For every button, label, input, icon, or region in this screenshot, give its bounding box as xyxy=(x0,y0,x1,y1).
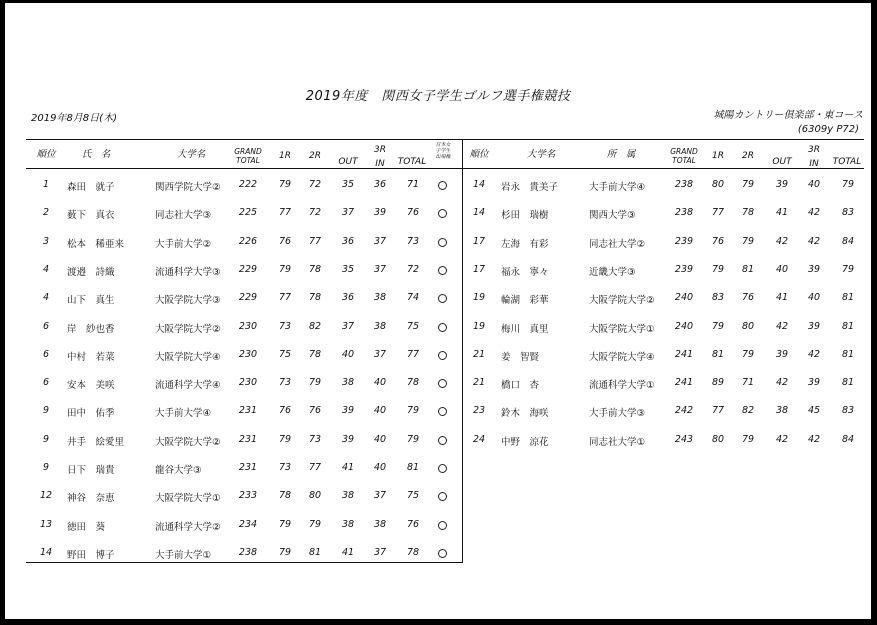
player-name: 野田 博子 xyxy=(67,550,115,561)
rank-cell: 23 xyxy=(472,405,486,416)
rank-cell: 4 xyxy=(42,292,50,303)
rank-cell: 9 xyxy=(42,462,50,473)
grand-total-cell: 240 xyxy=(674,292,694,303)
rank-cell: 21 xyxy=(472,349,486,360)
round1-cell: 76 xyxy=(278,405,292,416)
round2-cell: 77 xyxy=(308,462,322,473)
rank-cell: 6 xyxy=(42,349,50,360)
round1-cell: 89 xyxy=(711,377,725,388)
rank-cell: 4 xyxy=(42,264,50,275)
header-2r-right: 2R xyxy=(742,151,754,161)
in-cell: 42 xyxy=(807,434,821,445)
rank-cell: 17 xyxy=(472,236,486,247)
header-grand-total xyxy=(229,147,267,165)
column-divider xyxy=(462,139,463,563)
out-cell: 38 xyxy=(341,377,355,388)
out-cell: 36 xyxy=(341,292,355,303)
rank-cell: 14 xyxy=(472,207,486,218)
rank-cell: 19 xyxy=(472,321,486,332)
grand-total-cell: 241 xyxy=(674,349,694,360)
round2-cell: 79 xyxy=(741,236,755,247)
round2-cell: 76 xyxy=(308,405,322,416)
round2-cell: 72 xyxy=(308,207,322,218)
in-cell: 45 xyxy=(807,405,821,416)
round2-cell: 71 xyxy=(741,377,755,388)
out-cell: 39 xyxy=(775,349,789,360)
grand-total-cell: 229 xyxy=(238,264,258,275)
out-cell: 40 xyxy=(341,349,355,360)
rank-cell: 19 xyxy=(472,292,486,303)
out-cell: 36 xyxy=(341,236,355,247)
document-title: 2019年度 関西女子学生ゴルフ選手権競技 xyxy=(305,89,571,104)
player-name: 森田 就子 xyxy=(67,182,115,193)
total-cell: 77 xyxy=(406,349,420,360)
university-cell: 流通科学大学② xyxy=(155,522,221,533)
round1-cell: 75 xyxy=(278,349,292,360)
university-cell: 近畿大学③ xyxy=(589,267,636,278)
rank-cell: 21 xyxy=(472,377,486,388)
round2-cell: 79 xyxy=(308,377,322,388)
in-cell: 38 xyxy=(373,292,387,303)
header-bottom-rule xyxy=(26,168,864,169)
header-2r: 2R xyxy=(309,151,321,161)
header-in: IN xyxy=(375,159,385,169)
in-cell: 40 xyxy=(373,462,387,473)
header-qual-line3: 出場権 xyxy=(435,154,451,160)
university-cell: 大阪学院大学③ xyxy=(155,295,221,306)
out-cell: 41 xyxy=(775,292,789,303)
university-cell: 大阪学院大学① xyxy=(589,324,655,335)
in-cell: 42 xyxy=(807,236,821,247)
qualified-circle-icon xyxy=(438,407,447,416)
header-total: TOTAL xyxy=(397,157,427,167)
out-cell: 40 xyxy=(775,264,789,275)
out-cell: 41 xyxy=(341,547,355,558)
player-name: 左海 有彩 xyxy=(501,239,549,250)
table-bottom-rule xyxy=(26,562,463,563)
header-qualification xyxy=(430,142,456,160)
qualified-circle-icon xyxy=(438,181,447,190)
header-univ-right: 大学名 xyxy=(526,149,556,160)
player-name: 山下 真生 xyxy=(67,295,115,306)
course-info: (6309y P72) xyxy=(797,124,859,135)
header-grand-right-line1: GRAND xyxy=(670,147,698,156)
round2-cell: 76 xyxy=(741,292,755,303)
round2-cell: 79 xyxy=(308,519,322,530)
round1-cell: 80 xyxy=(711,179,725,190)
total-cell: 78 xyxy=(406,547,420,558)
round1-cell: 79 xyxy=(278,434,292,445)
round2-cell: 73 xyxy=(308,434,322,445)
venue-info xyxy=(714,109,864,137)
total-cell: 81 xyxy=(841,321,855,332)
round2-cell: 79 xyxy=(741,349,755,360)
header-out: OUT xyxy=(338,157,358,167)
out-cell: 39 xyxy=(775,179,789,190)
grand-total-cell: 240 xyxy=(674,321,694,332)
in-cell: 37 xyxy=(373,490,387,501)
rank-cell: 1 xyxy=(42,179,50,190)
header-1r: 1R xyxy=(279,151,291,161)
player-name: 福永 寧々 xyxy=(501,267,549,278)
out-cell: 37 xyxy=(341,207,355,218)
round1-cell: 77 xyxy=(711,405,725,416)
grand-total-cell: 230 xyxy=(238,349,258,360)
out-cell: 41 xyxy=(341,462,355,473)
in-cell: 37 xyxy=(373,236,387,247)
round1-cell: 79 xyxy=(711,321,725,332)
round1-cell: 79 xyxy=(711,264,725,275)
out-cell: 39 xyxy=(341,434,355,445)
qualified-circle-icon xyxy=(438,209,447,218)
in-cell: 39 xyxy=(807,264,821,275)
round2-cell: 78 xyxy=(308,349,322,360)
university-cell: 大阪学院大学① xyxy=(155,493,221,504)
in-cell: 38 xyxy=(373,321,387,332)
grand-total-cell: 225 xyxy=(238,207,258,218)
qualified-circle-icon xyxy=(438,351,447,360)
round1-cell: 77 xyxy=(711,207,725,218)
university-cell: 関西学院大学② xyxy=(155,182,221,193)
venue-name: 城陽カントリー倶楽部・東コース xyxy=(713,110,863,121)
total-cell: 74 xyxy=(406,292,420,303)
university-cell: 大手前大学③ xyxy=(589,408,646,419)
in-cell: 40 xyxy=(807,292,821,303)
table-top-rule xyxy=(26,139,864,140)
in-cell: 37 xyxy=(373,349,387,360)
player-name: 井手 絵愛里 xyxy=(67,437,125,448)
total-cell: 81 xyxy=(841,377,855,388)
total-cell: 79 xyxy=(406,434,420,445)
round2-cell: 78 xyxy=(308,292,322,303)
total-cell: 84 xyxy=(841,236,855,247)
out-cell: 42 xyxy=(775,377,789,388)
event-date: 2019年8月8日(木) xyxy=(31,113,117,124)
university-cell: 龍谷大学③ xyxy=(155,465,202,476)
grand-total-cell: 238 xyxy=(238,547,258,558)
out-cell: 42 xyxy=(775,236,789,247)
university-cell: 関西大学③ xyxy=(589,210,636,221)
player-name: 中野 涼花 xyxy=(501,437,549,448)
player-name: 杉田 瑞樹 xyxy=(501,210,549,221)
out-cell: 35 xyxy=(341,179,355,190)
header-3r-in-right xyxy=(802,143,826,171)
total-cell: 83 xyxy=(841,207,855,218)
round2-cell: 82 xyxy=(308,321,322,332)
university-cell: 大阪学院大学② xyxy=(589,295,655,306)
header-name: 氏 名 xyxy=(81,149,111,160)
player-name: 橋口 杏 xyxy=(501,380,540,391)
qualified-circle-icon xyxy=(438,294,447,303)
university-cell: 同志社大学③ xyxy=(155,210,212,221)
qualified-circle-icon xyxy=(438,323,447,332)
qualified-circle-icon xyxy=(438,549,447,558)
university-cell: 大手前大学② xyxy=(155,239,212,250)
grand-total-cell: 229 xyxy=(238,292,258,303)
round1-cell: 79 xyxy=(278,179,292,190)
grand-total-cell: 230 xyxy=(238,377,258,388)
round2-cell: 80 xyxy=(741,321,755,332)
header-grand-line1: GRAND xyxy=(234,147,262,156)
header-affil: 所 属 xyxy=(606,149,636,160)
in-cell: 39 xyxy=(807,321,821,332)
header-grand-line2: TOTAL xyxy=(236,156,260,165)
total-cell: 78 xyxy=(406,377,420,388)
header-grand-right-line2: TOTAL xyxy=(672,156,696,165)
in-cell: 40 xyxy=(807,179,821,190)
round1-cell: 77 xyxy=(278,292,292,303)
in-cell: 40 xyxy=(373,405,387,416)
rank-cell: 12 xyxy=(39,490,53,501)
total-cell: 81 xyxy=(406,462,420,473)
player-name: 日下 瑞貴 xyxy=(67,465,115,476)
out-cell: 39 xyxy=(341,405,355,416)
player-name: 姜 智賢 xyxy=(501,352,540,363)
round2-cell: 77 xyxy=(308,236,322,247)
in-cell: 39 xyxy=(373,207,387,218)
university-cell: 大阪学院大学④ xyxy=(589,352,655,363)
round1-cell: 80 xyxy=(711,434,725,445)
round1-cell: 79 xyxy=(278,547,292,558)
out-cell: 38 xyxy=(341,490,355,501)
rank-cell: 17 xyxy=(472,264,486,275)
player-name: 神谷 奈恵 xyxy=(67,493,115,504)
qualified-circle-icon xyxy=(438,492,447,501)
round2-cell: 78 xyxy=(308,264,322,275)
in-cell: 42 xyxy=(807,207,821,218)
grand-total-cell: 231 xyxy=(238,434,258,445)
header-rank: 順位 xyxy=(36,149,56,160)
header-3r: 3R xyxy=(374,145,386,155)
out-cell: 35 xyxy=(341,264,355,275)
player-name: 鈴木 海咲 xyxy=(501,408,549,419)
round2-cell: 78 xyxy=(741,207,755,218)
university-cell: 流通科学大学④ xyxy=(155,380,221,391)
grand-total-cell: 230 xyxy=(238,321,258,332)
grand-total-cell: 231 xyxy=(238,462,258,473)
university-cell: 大手前大学④ xyxy=(155,408,212,419)
grand-total-cell: 239 xyxy=(674,264,694,275)
round2-cell: 82 xyxy=(741,405,755,416)
grand-total-cell: 239 xyxy=(674,236,694,247)
grand-total-cell: 238 xyxy=(674,207,694,218)
round2-cell: 72 xyxy=(308,179,322,190)
round1-cell: 78 xyxy=(278,490,292,501)
rank-cell: 24 xyxy=(472,434,486,445)
header-in-right: IN xyxy=(809,159,819,169)
header-grand-total-right xyxy=(665,147,703,165)
total-cell: 79 xyxy=(406,405,420,416)
grand-total-cell: 238 xyxy=(674,179,694,190)
total-cell: 73 xyxy=(406,236,420,247)
university-cell: 流通科学大学① xyxy=(589,380,655,391)
in-cell: 37 xyxy=(373,547,387,558)
in-cell: 40 xyxy=(373,434,387,445)
grand-total-cell: 233 xyxy=(238,490,258,501)
header-univ: 大学名 xyxy=(176,149,206,160)
grand-total-cell: 242 xyxy=(674,405,694,416)
rank-cell: 9 xyxy=(42,405,50,416)
total-cell: 76 xyxy=(406,207,420,218)
out-cell: 42 xyxy=(775,321,789,332)
in-cell: 38 xyxy=(373,519,387,530)
total-cell: 83 xyxy=(841,405,855,416)
round1-cell: 79 xyxy=(278,519,292,530)
total-cell: 79 xyxy=(841,264,855,275)
university-cell: 大手前大学① xyxy=(155,550,212,561)
total-cell: 71 xyxy=(406,179,420,190)
round2-cell: 79 xyxy=(741,434,755,445)
round2-cell: 81 xyxy=(741,264,755,275)
rank-cell: 9 xyxy=(42,434,50,445)
round1-cell: 73 xyxy=(278,321,292,332)
round2-cell: 80 xyxy=(308,490,322,501)
player-name: 薮下 真衣 xyxy=(67,210,115,221)
university-cell: 大阪学院大学② xyxy=(155,324,221,335)
rank-cell: 14 xyxy=(472,179,486,190)
university-cell: 同志社大学① xyxy=(589,437,646,448)
round2-cell: 79 xyxy=(741,179,755,190)
header-out-right: OUT xyxy=(772,157,792,167)
player-name: 輪湖 彩華 xyxy=(501,295,549,306)
grand-total-cell: 226 xyxy=(238,236,258,247)
round1-cell: 81 xyxy=(711,349,725,360)
university-cell: 大阪学院大学④ xyxy=(155,352,221,363)
player-name: 岸 紗也香 xyxy=(67,324,115,335)
in-cell: 36 xyxy=(373,179,387,190)
round1-cell: 73 xyxy=(278,462,292,473)
university-cell: 大阪学院大学② xyxy=(155,437,221,448)
in-cell: 42 xyxy=(807,349,821,360)
out-cell: 41 xyxy=(775,207,789,218)
player-name: 岩永 貴美子 xyxy=(501,182,559,193)
round1-cell: 83 xyxy=(711,292,725,303)
total-cell: 75 xyxy=(406,321,420,332)
round1-cell: 76 xyxy=(278,236,292,247)
qualified-circle-icon xyxy=(438,521,447,530)
out-cell: 38 xyxy=(775,405,789,416)
total-cell: 76 xyxy=(406,519,420,530)
grand-total-cell: 222 xyxy=(238,179,258,190)
header-1r-right: 1R xyxy=(712,151,724,161)
total-cell: 72 xyxy=(406,264,420,275)
header-qual-line1: 日本女 xyxy=(435,142,451,148)
rank-cell: 2 xyxy=(42,207,50,218)
qualified-circle-icon xyxy=(438,379,447,388)
in-cell: 40 xyxy=(373,377,387,388)
player-name: 中村 若菜 xyxy=(67,352,115,363)
results-sheet xyxy=(5,3,871,619)
out-cell: 37 xyxy=(341,321,355,332)
university-cell: 同志社大学② xyxy=(589,239,646,250)
total-cell: 75 xyxy=(406,490,420,501)
grand-total-cell: 234 xyxy=(238,519,258,530)
player-name: 田中 佑季 xyxy=(67,408,115,419)
rank-cell: 14 xyxy=(39,547,53,558)
header-3r-in xyxy=(368,143,392,171)
round1-cell: 79 xyxy=(278,264,292,275)
player-name: 松本 稀亜来 xyxy=(67,239,125,250)
round1-cell: 76 xyxy=(711,236,725,247)
in-cell: 39 xyxy=(807,377,821,388)
round1-cell: 77 xyxy=(278,207,292,218)
round1-cell: 73 xyxy=(278,377,292,388)
grand-total-cell: 241 xyxy=(674,377,694,388)
total-cell: 84 xyxy=(841,434,855,445)
round2-cell: 81 xyxy=(308,547,322,558)
total-cell: 79 xyxy=(841,179,855,190)
grand-total-cell: 243 xyxy=(674,434,694,445)
player-name: 徳田 葵 xyxy=(67,522,106,533)
total-cell: 81 xyxy=(841,292,855,303)
qualified-circle-icon xyxy=(438,238,447,247)
header-rank-right: 順位 xyxy=(469,149,489,160)
rank-cell: 3 xyxy=(42,236,50,247)
rank-cell: 6 xyxy=(42,377,50,388)
qualified-circle-icon xyxy=(438,266,447,275)
player-name: 渡邉 詩織 xyxy=(67,267,115,278)
rank-cell: 13 xyxy=(39,519,53,530)
header-qual-line2: 子学生 xyxy=(435,148,451,154)
out-cell: 38 xyxy=(341,519,355,530)
out-cell: 42 xyxy=(775,434,789,445)
player-name: 梅川 真里 xyxy=(501,324,549,335)
player-name: 安本 美咲 xyxy=(67,380,115,391)
qualified-circle-icon xyxy=(438,464,447,473)
header-total-right: TOTAL xyxy=(832,157,862,167)
university-cell: 大手前大学④ xyxy=(589,182,646,193)
header-3r-right: 3R xyxy=(808,145,820,155)
university-cell: 流通科学大学③ xyxy=(155,267,221,278)
qualified-circle-icon xyxy=(438,436,447,445)
in-cell: 37 xyxy=(373,264,387,275)
total-cell: 81 xyxy=(841,349,855,360)
rank-cell: 6 xyxy=(42,321,50,332)
grand-total-cell: 231 xyxy=(238,405,258,416)
